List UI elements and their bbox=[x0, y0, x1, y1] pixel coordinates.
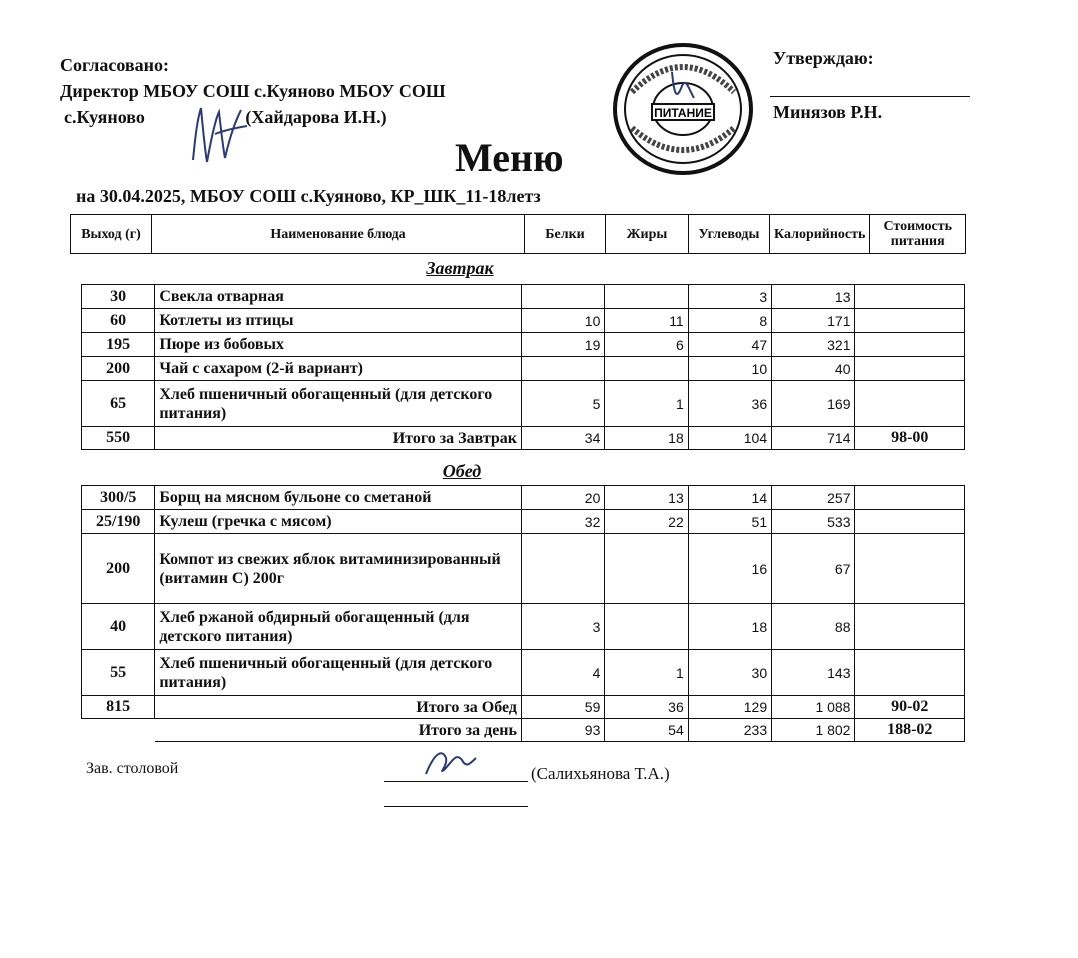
dish-cell: Хлеб пшеничный обогащенный (для детского питания) bbox=[155, 650, 522, 696]
blank-cell bbox=[82, 719, 155, 742]
carbs-cell: 14 bbox=[688, 486, 771, 510]
calories-cell: 88 bbox=[772, 604, 855, 650]
fat-cell: 13 bbox=[605, 486, 688, 510]
lunch-table bbox=[81, 485, 965, 742]
total-fat: 18 bbox=[605, 427, 688, 450]
total-carbs: 104 bbox=[688, 427, 771, 450]
protein-cell: 5 bbox=[521, 381, 604, 427]
calories-cell: 257 bbox=[772, 486, 855, 510]
protein-cell bbox=[521, 357, 604, 381]
cost-cell bbox=[855, 381, 965, 427]
day-total-calories: 1 802 bbox=[772, 719, 855, 742]
carbs-cell: 18 bbox=[688, 604, 771, 650]
carbs-cell: 51 bbox=[688, 510, 771, 534]
fat-cell bbox=[605, 604, 688, 650]
cost-cell bbox=[855, 486, 965, 510]
agreed-director-line: Директор МБОУ СОШ с.Куяново МБОУ СОШ bbox=[60, 81, 446, 101]
total-protein: 34 bbox=[521, 427, 604, 450]
total-calories: 714 bbox=[772, 427, 855, 450]
carbs-cell: 10 bbox=[688, 357, 771, 381]
carbs-cell: 36 bbox=[688, 381, 771, 427]
day-total-row bbox=[82, 719, 965, 742]
calories-cell: 40 bbox=[772, 357, 855, 381]
total-carbs: 129 bbox=[688, 696, 771, 719]
protein-cell: 4 bbox=[521, 650, 604, 696]
col-output: Выход (г) bbox=[71, 215, 152, 254]
col-fat: Жиры bbox=[606, 215, 689, 254]
breakfast-title: Завтрак bbox=[426, 258, 494, 278]
output-cell: 195 bbox=[82, 333, 155, 357]
cost-cell bbox=[855, 534, 965, 604]
cost-cell bbox=[855, 650, 965, 696]
table-row bbox=[82, 333, 965, 357]
dish-cell: Котлеты из птицы bbox=[155, 309, 522, 333]
output-cell: 30 bbox=[82, 285, 155, 309]
dish-cell: Свекла отварная bbox=[155, 285, 522, 309]
fat-cell: 22 bbox=[605, 510, 688, 534]
seal-text: ПИТАНИЕ bbox=[654, 106, 712, 120]
approve-label: Утверждаю: bbox=[773, 48, 874, 68]
calories-cell: 533 bbox=[772, 510, 855, 534]
calories-cell: 13 bbox=[772, 285, 855, 309]
table-row bbox=[82, 604, 965, 650]
protein-cell: 3 bbox=[521, 604, 604, 650]
carbs-cell: 30 bbox=[688, 650, 771, 696]
total-cost: 90-02 bbox=[855, 696, 965, 719]
day-total-label: Итого за день bbox=[155, 719, 522, 742]
table-row bbox=[82, 650, 965, 696]
dish-cell: Чай с сахаром (2-й вариант) bbox=[155, 357, 522, 381]
dish-cell: Хлеб ржаной обдирный обогащенный (для детского питания) bbox=[155, 604, 522, 650]
table-row bbox=[82, 309, 965, 333]
total-fat: 36 bbox=[605, 696, 688, 719]
table-row bbox=[82, 285, 965, 309]
output-cell: 200 bbox=[82, 357, 155, 381]
column-header bbox=[70, 214, 966, 254]
dish-cell: Пюре из бобовых bbox=[155, 333, 522, 357]
total-label: Итого за Завтрак bbox=[155, 427, 522, 450]
output-cell: 40 bbox=[82, 604, 155, 650]
carbs-cell: 47 bbox=[688, 333, 771, 357]
signature-line-2 bbox=[384, 806, 528, 807]
output-cell: 65 bbox=[82, 381, 155, 427]
calories-cell: 143 bbox=[772, 650, 855, 696]
lunch-title: Обед bbox=[442, 461, 482, 481]
table-row bbox=[82, 381, 965, 427]
total-label: Итого за Обед bbox=[155, 696, 522, 719]
approve-name: Минязов Р.Н. bbox=[773, 102, 883, 122]
agreed-name: (Хайдарова И.Н.) bbox=[245, 107, 387, 127]
cost-cell bbox=[855, 333, 965, 357]
cost-cell bbox=[855, 285, 965, 309]
output-cell: 200 bbox=[82, 534, 155, 604]
total-output-cell: 550 bbox=[82, 427, 155, 450]
table-row bbox=[82, 510, 965, 534]
fat-cell: 11 bbox=[605, 309, 688, 333]
fat-cell: 6 bbox=[605, 333, 688, 357]
cost-cell bbox=[855, 510, 965, 534]
table-row bbox=[82, 534, 965, 604]
output-cell: 55 bbox=[82, 650, 155, 696]
agreed-label: Согласовано: bbox=[60, 55, 169, 75]
table-row bbox=[82, 357, 965, 381]
col-dish: Наименование блюда bbox=[152, 215, 525, 254]
carbs-cell: 16 bbox=[688, 534, 771, 604]
fat-cell: 1 bbox=[605, 650, 688, 696]
menu-subtitle: на 30.04.2025, МБОУ СОШ с.Куяново, КР_ШК_11-18летз bbox=[76, 186, 541, 206]
day-total-carbs: 233 bbox=[688, 719, 771, 742]
table-row bbox=[82, 486, 965, 510]
col-carbs: Углеводы bbox=[689, 215, 770, 254]
protein-cell bbox=[521, 534, 604, 604]
protein-cell: 32 bbox=[521, 510, 604, 534]
col-calories: Калорийность bbox=[770, 215, 870, 254]
dish-cell: Борщ на мясном бульоне со сметаной bbox=[155, 486, 522, 510]
cost-cell bbox=[855, 309, 965, 333]
protein-cell: 20 bbox=[521, 486, 604, 510]
organization-seal bbox=[612, 42, 754, 176]
total-row bbox=[82, 427, 965, 450]
total-row bbox=[82, 696, 965, 719]
total-protein: 59 bbox=[521, 696, 604, 719]
director-signature bbox=[185, 100, 255, 170]
protein-cell: 10 bbox=[521, 309, 604, 333]
agreed-place: с.Куяново bbox=[64, 107, 145, 127]
page-title: Меню bbox=[455, 135, 564, 180]
cost-cell bbox=[855, 604, 965, 650]
signature-line-1 bbox=[384, 781, 528, 782]
total-calories: 1 088 bbox=[772, 696, 855, 719]
protein-cell: 19 bbox=[521, 333, 604, 357]
calories-cell: 321 bbox=[772, 333, 855, 357]
total-output-cell: 815 bbox=[82, 696, 155, 719]
output-cell: 60 bbox=[82, 309, 155, 333]
total-cost: 98-00 bbox=[855, 427, 965, 450]
output-cell: 300/5 bbox=[82, 486, 155, 510]
fat-cell bbox=[605, 534, 688, 604]
carbs-cell: 8 bbox=[688, 309, 771, 333]
day-total-protein: 93 bbox=[521, 719, 604, 742]
carbs-cell: 3 bbox=[688, 285, 771, 309]
day-total-fat: 54 bbox=[605, 719, 688, 742]
fat-cell bbox=[605, 357, 688, 381]
dish-cell: Хлеб пшеничный обогащенный (для детского питания) bbox=[155, 381, 522, 427]
fat-cell bbox=[605, 285, 688, 309]
fat-cell: 1 bbox=[605, 381, 688, 427]
calories-cell: 67 bbox=[772, 534, 855, 604]
col-protein: Белки bbox=[525, 215, 606, 254]
approve-signature-line bbox=[770, 96, 970, 97]
canteen-head-label: Зав. столовой bbox=[86, 760, 179, 777]
protein-cell bbox=[521, 285, 604, 309]
cost-cell bbox=[855, 357, 965, 381]
output-cell: 25/190 bbox=[82, 510, 155, 534]
breakfast-table bbox=[81, 284, 965, 450]
calories-cell: 171 bbox=[772, 309, 855, 333]
dish-cell: Кулеш (гречка с мясом) bbox=[155, 510, 522, 534]
dish-cell: Компот из свежих яблок витаминизированный (витамин С) 200г bbox=[155, 534, 522, 604]
calories-cell: 169 bbox=[772, 381, 855, 427]
col-cost: Стоимость питания bbox=[870, 215, 966, 254]
canteen-head-signature bbox=[420, 744, 480, 784]
canteen-head-name: (Салихьянова Т.А.) bbox=[531, 764, 670, 783]
day-total-cost: 188-02 bbox=[855, 719, 965, 742]
